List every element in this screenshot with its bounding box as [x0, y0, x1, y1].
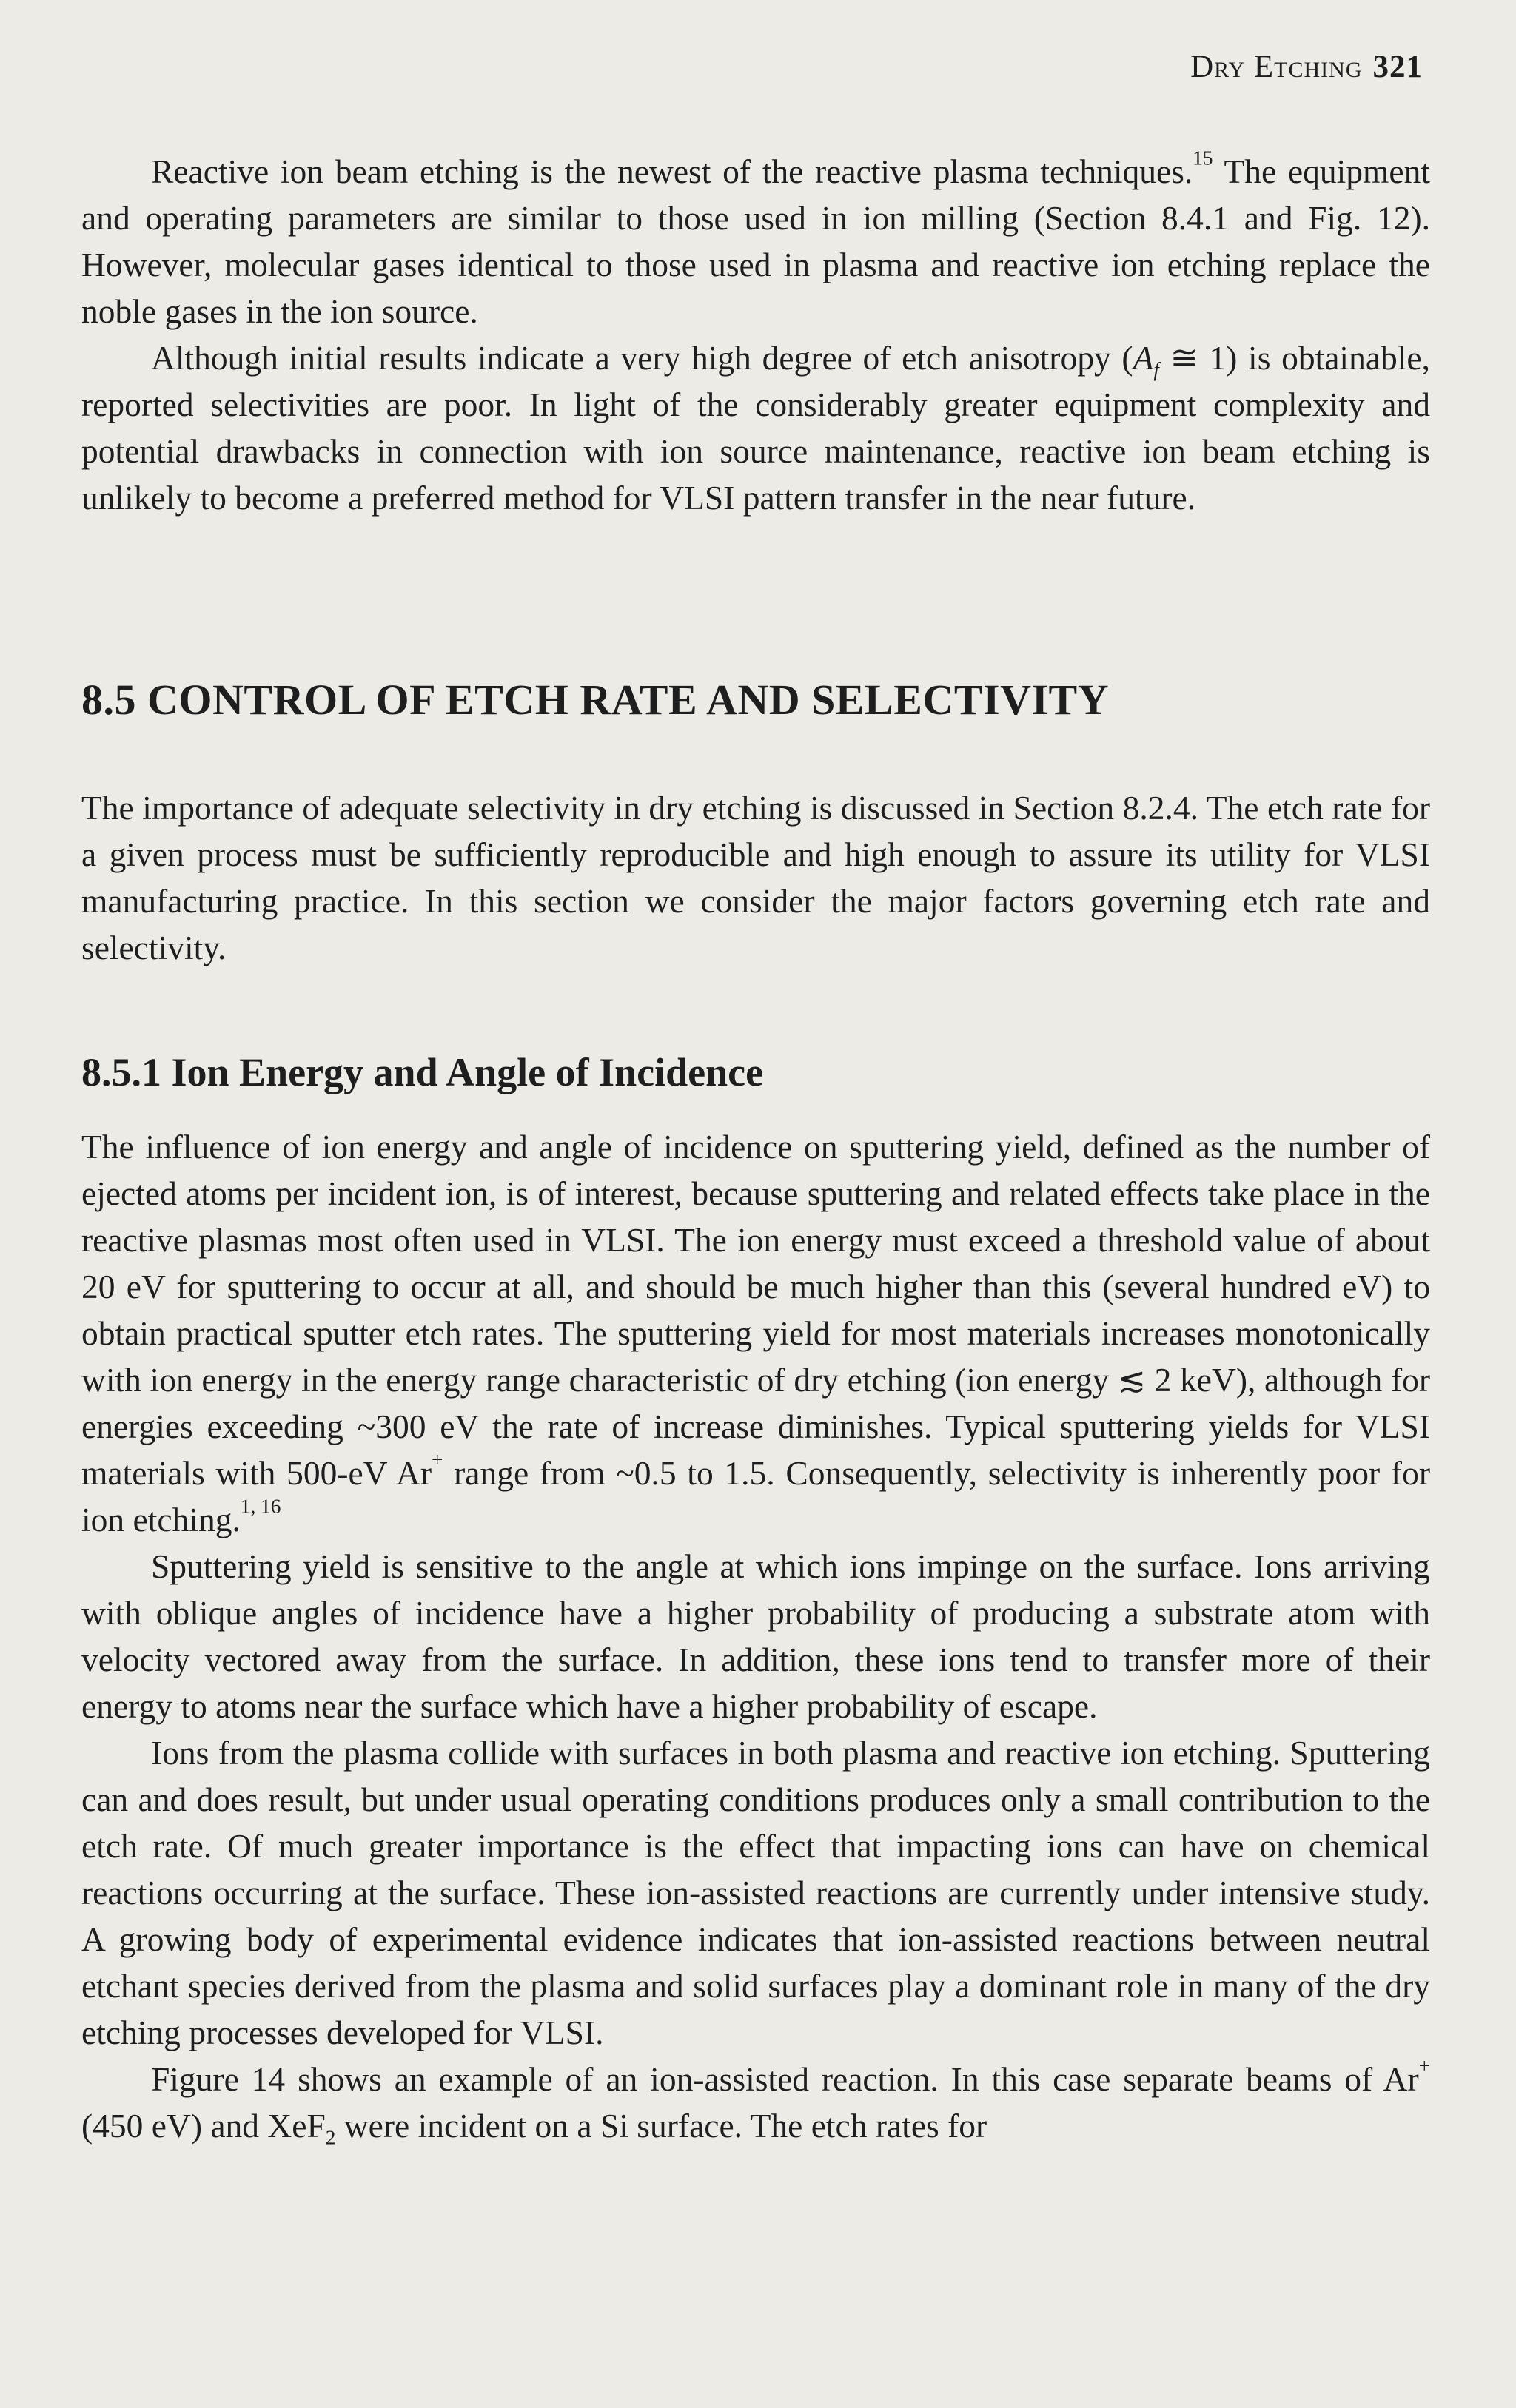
text-span: The equipment and operating parameters are similar to those used in ion milling (Section 8.4.1 and Fig. 12). However, molecular gases identical to those used in plasma and reactive ion etching replace the noble gases in the ion source. — [81, 152, 1431, 330]
running-head-title: Dry Etching — [1190, 50, 1363, 84]
paragraph-anisotropy — [81, 334, 1430, 521]
subsection-heading-8-5-1: 8.5.1 Ion Energy and Angle of Incidence — [81, 1050, 764, 1094]
anisotropy-subscript: f — [1153, 358, 1159, 381]
paragraph-angle-sensitivity: Sputtering yield is sensitive to the angle at which ions impinge on the surface. Ions arriving with oblique angles of incidence have a higher probability of producing a substrate atom with velocity vectored away from the surface. In addition, these ions tend to transfer more of their energy to atoms near the surface which have a higher probability of escape. — [81, 1547, 1430, 1725]
section-8-5-1-body — [81, 1123, 1430, 2149]
section-8-4-tail — [81, 148, 1430, 521]
formula-subscript: 2 — [325, 2126, 336, 2149]
paragraph-selectivity-intro: The importance of adequate selectivity in dry etching is discussed in Section 8.2.4. The etch rate for a given process must be sufficiently reproducible and high enough to assure its utility for VLSI manufacturing practice. In this section we consider the major factors governing etch rate and selectivity. — [81, 789, 1430, 966]
ion-charge-superscript: + — [431, 1448, 443, 1471]
section-8-5-intro — [81, 784, 1430, 971]
page-number: 321 — [1372, 50, 1423, 84]
text-span: ≅ 1) is obtainable, reported selectivities are poor. In light of the considerably greater equipment complexity and potential drawbacks in connection with ion source maintenance, reactive ion beam etching is unlikely to become a preferred method for VLSI pattern transfer in the near future. — [81, 339, 1430, 517]
text-span: range from ~0.5 to 1.5. Consequently, selectivity is inherently poor for ion etching. — [81, 1454, 1430, 1538]
paragraph-sputtering-yield — [81, 1123, 1430, 1543]
text-span: Reactive ion beam etching is the newest of the reactive plasma techniques. — [151, 152, 1193, 190]
running-head — [1190, 49, 1423, 85]
anisotropy-symbol: A — [1133, 339, 1154, 377]
paragraph-ion-assisted-reactions: Ions from the plasma collide with surfaces in both plasma and reactive ion etching. Sputtering can and does result, but under usual operating conditions produces only a small contribution to the etch rate. Of much greater importance is the effect that impacting ions can have on chemical reactions occurring at the surface. These ion-assisted reactions are currently under intensive study. A growing body of experimental evidence indicates that ion-assisted reactions between neutral etchant species derived from the plasma and solid surfaces play a dominant role in many of the dry etching processes developed for VLSI. — [81, 1734, 1430, 2051]
text-span: Figure 14 shows an example of an ion-assisted reaction. In this case separate beams of Ar — [151, 2060, 1419, 2098]
reference-superscript: 1, 16 — [240, 1495, 281, 1518]
text-span: The influence of ion energy and angle of incidence on sputtering yield, defined as the number of ejected atoms per incident ion, is of interest, because sputtering and related effects take place in the reactive plasmas most often used in VLSI. The ion energy must exceed a threshold value of about 20 eV for sputtering to occur at all, and should be much higher than this (several hundred eV) to obtain practical sputter etch rates. The sputtering yield for most materials increases monotonically with ion energy in the energy range characteristic of dry etching (ion energy ≲ 2 keV), although for energies exceeding ~300 eV the rate of increase diminishes. Typical sputtering yields for VLSI materials with 500-eV Ar — [81, 1128, 1430, 1492]
paragraph-reactive-ion-beam — [81, 148, 1430, 334]
text-span: (450 eV) and XeF — [81, 2107, 326, 2145]
paragraph-figure-14 — [81, 2056, 1430, 2149]
text-span: were incident on a Si surface. The etch rates for — [335, 2107, 987, 2145]
reference-superscript: 15 — [1193, 147, 1213, 169]
ion-charge-superscript: + — [1418, 2054, 1430, 2077]
text-span: Although initial results indicate a very high degree of etch anisotropy ( — [151, 339, 1133, 377]
section-heading-8-5: 8.5 CONTROL OF ETCH RATE AND SELECTIVITY — [81, 676, 1110, 724]
